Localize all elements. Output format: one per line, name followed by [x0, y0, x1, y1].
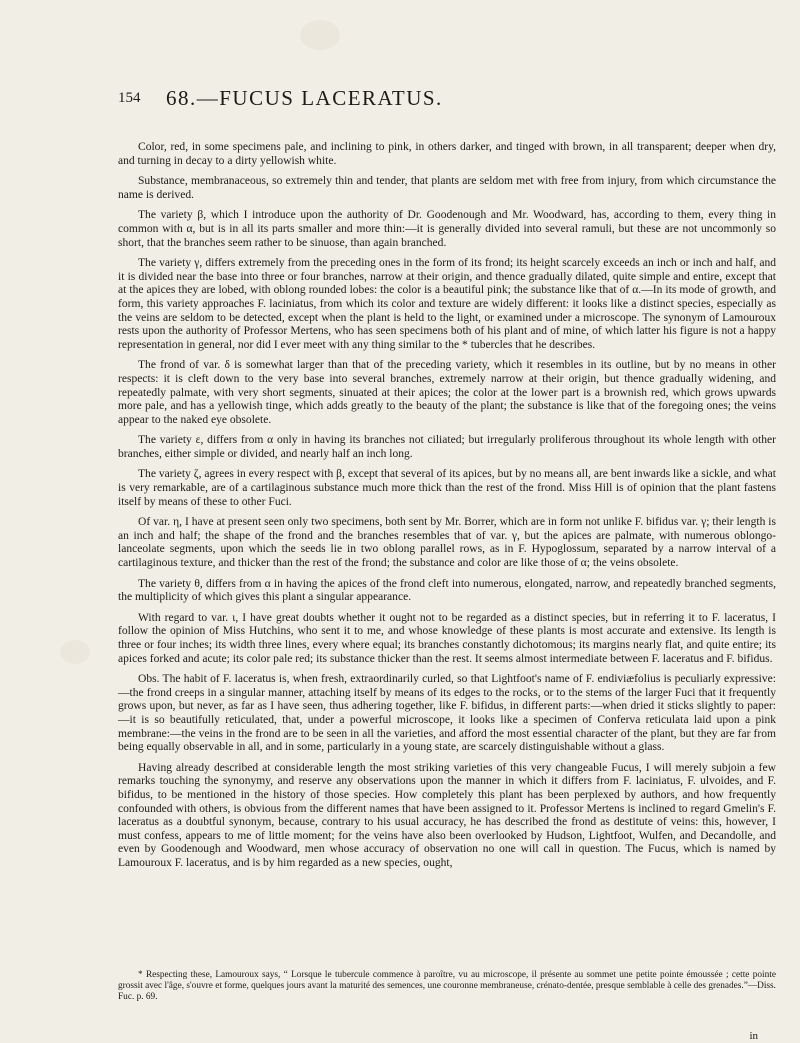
footnote-text: * Respecting these, Lamouroux says, “ Lorsque le tubercule commence à paroître, vu au microscope, il présente au sommet une petite pointe émoussée ; cette pointe grossit avec l'âge, s'ouvre et forme, quelques jours avant la maturité des semences, une couronne membraneuse, crénato-dentée, presque semblable à celle des grenades.”—Diss. Fuc. p. 69. [118, 970, 776, 1002]
paragraph-observations: Obs. The habit of F. laceratus is, when fresh, extraordinarily curled, so that Lightfoot's name of F. endiviæfolius is peculiarly expressive:—the frond creeps in a singular manner, attaching itself by means of its edges to the rocks, or to the stems of the larger Fuci that it frequently grows upon, but never, as far as I have seen, thus adhering together, like F. bifidus, in different parts:—when dried it sticks slightly to paper:—it is so beautifully reticulated, that, under a powerful microscope, it looks like a specimen of Conferva reticulata laid upon a pink membrane:—the veins in the frond are to be seen in all the varieties, and afford the most essential character of the plant, but they are far from being equally observable in all, and in some, particularly in a young state, are scarcely distinguishable without a glass. [118, 673, 776, 754]
paragraph-variety-zeta: The variety ζ, agrees in every respect with β, except that several of its apices, but by no means all, are bent inwards like a sickle, and what is very remarkable, are of a cartilaginous substance much more thick than the rest of the frond. Miss Hill is of opinion that the plant fastens itself by means of these to other Fuci. [118, 468, 776, 508]
paragraph-variety-iota: With regard to var. ι, I have great doubts whether it ought not to be regarded as a distinct species, but in referring it to F. laceratus, I follow the opinion of Miss Hutchins, who sent it to me, and whose knowledge of these plants is most accurate and extensive. Its length is three or four inches; its width three lines, every where equal; its branches constantly dichotomous; its margins nearly flat, and quite entire; its apices forked and acute; its color pale red; its substance thicker than the rest. It seems almost intermediate between F. laceratus and F. bifidus. [118, 611, 776, 665]
paragraph-variety-delta: The frond of var. δ is somewhat larger than that of the preceding variety, which it resembles in its outline, but by no means in other respects: it is cleft down to the very base into several branches, extremely narrow at their origin, but thence gradually widening, and repeatedly palmate, with very short segments, sinuated at their apices; the color at the lower part is a brownish red, which grows upwards more pale, and has a yellowish tinge, which adds greatly to the beauty of the plant; the substance is like that of the foregoing ones; the veins appear to the naked eye obsolete. [118, 359, 776, 426]
paper-stain [60, 640, 90, 664]
catchword: in [749, 1030, 758, 1042]
paragraph-variety-gamma: The variety γ, differs extremely from the preceding ones in the form of its frond; its height scarcely exceeds an inch or inch and half, and it is divided near the base into three or four branches, narrow at their origin, and thence gradually dilated, quite simple and entire, except that at the apices they are lobed, with oblong rounded lobes: the color is a beautiful pink; the substance like that of α.—In its mode of growth, and form, this variety approaches F. laciniatus, from which its color and texture are widely different: it looks like a distinct species, especially as the veins are seldom to be detected, except when the plant is held to the light, or examined under a microscope. The synonym of Lamouroux rests upon the authority of Professor Mertens, who has seen specimens both of his plant and of mine, of which latter his figure is not a happy representation in general, nor did I ever meet with any thing similar to the * tubercles that he describes. [118, 257, 776, 351]
running-header [118, 86, 758, 116]
paragraph-substance: Substance, membranaceous, so extremely thin and tender, that plants are seldom met with free from injury, from which circumstance the name is derived. [118, 175, 776, 201]
paragraph-variety-theta: The variety θ, differs from α in having the apices of the frond cleft into numerous, elongated, narrow, and repeatedly branched segments, the multiplicity of which gives this plant a singular appearance. [118, 577, 776, 604]
running-title: 68.—FUCUS LACERATUS. [166, 86, 443, 110]
page-number: 154 [118, 90, 141, 106]
paragraph-variety-epsilon: The variety ε, differs from α only in having its branches not ciliated; but irregularly proliferous throughout its whole length with other branches, either simple or divided, and nearly half an inch long. [118, 434, 776, 460]
paragraph-variety-eta: Of var. η, I have at present seen only two specimens, both sent by Mr. Borrer, which are in form not unlike F. bifidus var. γ; their length is an inch and half; the shape of the frond and the branches resembles that of var. γ, but the apices are palmate, with numerous oblongo-lanceolate segments, upon which the seeds lie in two oblong parallel rows, as in F. Hypoglossum, separated by a narrow interval of a cartilaginous texture, and thicker than the rest of the frond; the substance and color are like those of α; the veins obsolete. [118, 516, 776, 570]
paragraph-synonymy: Having already described at considerable length the most striking varieties of this very changeable Fucus, I will merely subjoin a few remarks touching the synonymy, and reserve any observations upon the manner in which it differs from F. laciniatus, F. ulvoides, and F. bifidus, to be mentioned in the history of those species. How completely this plant has been perplexed by authors, and how frequently confounded with others, is obvious from the different names that have been assigned to it. Professor Mertens is inclined to regard Gmelin's F. laceratus as a doubtful synonym, because, contrary to his usual accuracy, he has described the frond as destitute of veins: this, however, I must confess, appears to me of little moment; for the veins have also been overlooked by Hudson, Lightfoot, Wulfen, and Decandolle, and even by Goodenough and Woodward, men whose accuracy of observation no one will call in question. The Fucus, which is named by Lamouroux F. laceratus, and is by him regarded as a new species, ought, [118, 761, 776, 869]
paragraph-variety-beta: The variety β, which I introduce upon the authority of Dr. Goodenough and Mr. Woodward, has, according to them, every thing in common with α, but is in all its parts smaller and more thin:—it is generally divided into several ramuli, but these are not uncommonly so short, that the branches seem rather to be sinuose, than again branched. [118, 209, 776, 249]
footnote [118, 970, 776, 1003]
main-text [118, 141, 776, 878]
paper-stain [300, 20, 340, 50]
paragraph-color: Color, red, in some specimens pale, and inclining to pink, in others darker, and tinged with brown, in all transparent; deeper when dry, and turning in decay to a dirty yellowish white. [118, 141, 776, 167]
